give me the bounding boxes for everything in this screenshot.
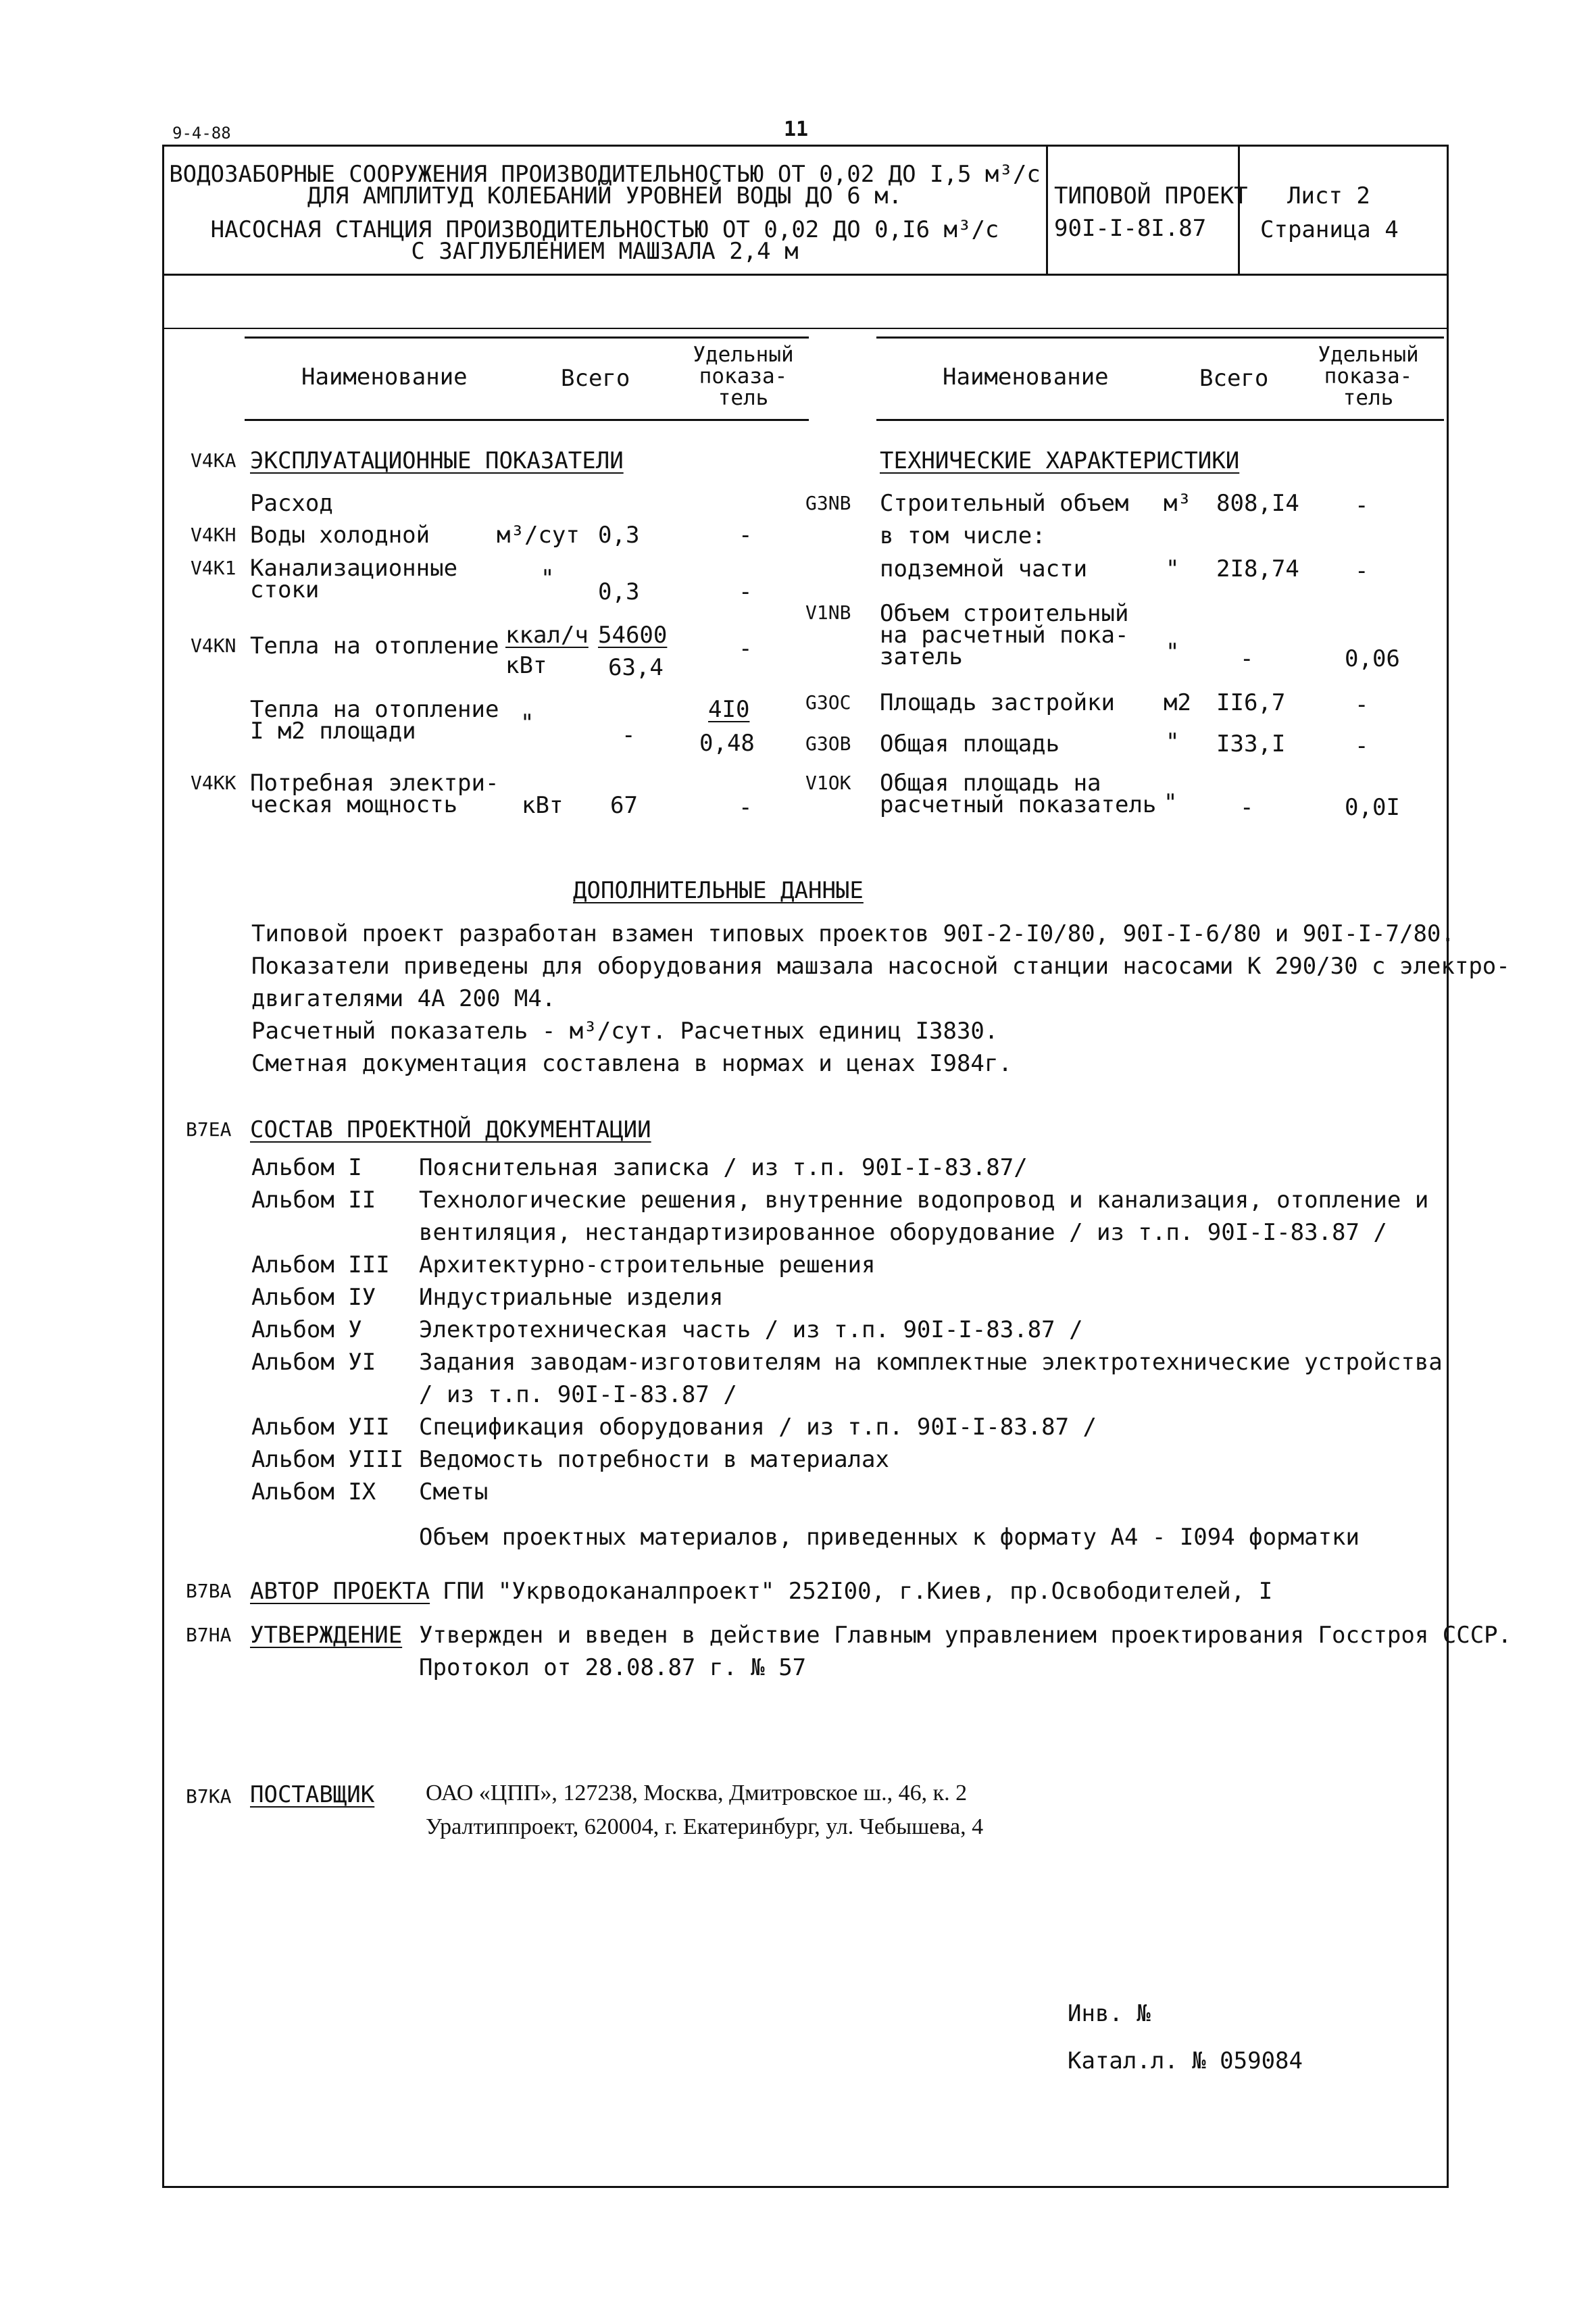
album-text: вентиляция, нестандартизированное оборудование / из т.п. 90I-I-83.87 /: [419, 1219, 1387, 1246]
right-header-specific-3: тель: [1343, 386, 1394, 410]
album-label: Альбом УII: [251, 1414, 390, 1441]
section-code: V4KA: [191, 449, 236, 472]
album-label: Альбом У: [251, 1316, 362, 1343]
left-header-name: Наименование: [301, 364, 468, 391]
album-label: Альбом II: [251, 1187, 376, 1214]
album-text: Задания заводам-изготовителям на комплектные электротехнические устройства: [419, 1349, 1443, 1376]
album-label: Альбом IУ: [251, 1284, 376, 1311]
row-specific-2: 0,48: [699, 730, 755, 757]
row-specific: -: [739, 635, 753, 662]
row-specific: -: [739, 578, 753, 605]
row-specific: -: [1355, 691, 1369, 718]
right-header-specific-2: показа-: [1324, 364, 1413, 389]
page-label: Страница 4: [1260, 216, 1399, 243]
author-code: B7BA: [186, 1580, 232, 1602]
catalog-number: Катал.л. № 059084: [1068, 2047, 1303, 2074]
title-line-3: НАСОСНАЯ СТАНЦИЯ ПРОИЗВОДИТЕЛЬНОСТЬЮ ОТ 0,02 ДО 0,I6 м³/с: [210, 216, 999, 243]
additional-line: Расчетный показатель - м³/сут. Расчетных единиц I3830.: [251, 1018, 999, 1045]
album-label: Альбом I: [251, 1154, 362, 1181]
row-name: I м2 площади: [250, 718, 416, 745]
row-specific: -: [1355, 557, 1369, 584]
row-total: -: [622, 722, 636, 749]
additional-title: ДОПОЛНИТЕЛЬНЫЕ ДАННЫЕ: [573, 877, 864, 904]
title-line-4: С ЗАГЛУБЛЕНИЕМ МАШЗАЛА 2,4 м: [411, 238, 799, 265]
row-code: V4KH: [191, 524, 236, 546]
row-code: G3NB: [805, 492, 851, 514]
album-text: Электротехническая часть / из т.п. 90I-I-83.87 /: [419, 1316, 1083, 1343]
album-text: Технологические решения, внутренние водопровод и канализация, отопление и: [419, 1187, 1429, 1214]
row-specific: -: [1355, 732, 1369, 760]
row-specific: -: [739, 522, 753, 549]
row-unit: м2: [1164, 689, 1191, 716]
row-total: I33,I: [1216, 730, 1286, 757]
author-text: ГПИ "Укрводоканалпроект" 252I00, г.Киев, пр.Освободителей, I: [443, 1578, 1273, 1605]
composition-code: B7EA: [186, 1118, 232, 1141]
row-unit: ": [1166, 639, 1180, 666]
section-title: ЭКСПЛУАТАЦИОННЫЕ ПОКАЗАТЕЛИ: [250, 447, 624, 474]
row-total: 2I8,74: [1216, 555, 1299, 582]
row-unit: м³: [1164, 490, 1191, 517]
sheet-label: Лист 2: [1287, 182, 1370, 209]
row-unit: м³/сут: [497, 522, 580, 549]
row-name: Строительный объем: [880, 490, 1129, 517]
row-total: -: [1240, 794, 1254, 821]
row-name: Площадь застройки: [880, 689, 1115, 716]
right-header-total: Всего: [1199, 365, 1269, 392]
album-text: Индустриальные изделия: [419, 1284, 724, 1311]
approval-line-1: Утвержден и введен в действие Главным управлением проектирования Госстроя СССР.: [419, 1622, 1512, 1649]
approval-label: УТВЕРЖДЕНИЕ: [250, 1622, 403, 1649]
row-code: G3OB: [805, 732, 851, 755]
row-name: подземной части: [880, 555, 1088, 582]
supplier-label: ПОСТАВЩИК: [250, 1781, 375, 1808]
album-text: Пояснительная записка / из т.п. 90I-I-83.87/: [419, 1154, 1028, 1181]
row-name: затель: [880, 643, 963, 670]
page-number: 11: [784, 118, 809, 141]
row-total: 808,I4: [1216, 490, 1299, 517]
inventory-number: Инв. №: [1068, 2000, 1151, 2027]
left-header-specific-1: Удельный: [693, 343, 794, 367]
volume-text: Объем проектных материалов, приведенных к формату А4 - I094 форматки: [419, 1524, 1360, 1551]
row-name: Общая площадь: [880, 730, 1060, 757]
date-mark: 9-4-88: [172, 124, 231, 143]
row-total: 0,3: [598, 578, 640, 605]
row-total-2: 63,4: [608, 654, 664, 681]
additional-line: двигателями 4А 200 М4.: [251, 985, 556, 1012]
row-total: 54600: [598, 622, 668, 649]
row-name: Тепла на отопление: [250, 696, 499, 723]
row-name: Потребная электри-: [250, 770, 499, 797]
supplier-code: B7KA: [186, 1785, 232, 1808]
album-label: Альбом УI: [251, 1349, 376, 1376]
right-header-specific-1: Удельный: [1318, 343, 1419, 367]
album-text: Ведомость потребности в материалах: [419, 1446, 889, 1473]
row-unit: ": [1166, 555, 1180, 582]
row-total: -: [1240, 645, 1254, 672]
row-code: V1OK: [805, 772, 851, 794]
left-header-total: Всего: [561, 365, 630, 392]
row-unit: ": [520, 710, 534, 737]
additional-line: Сметная документация составлена в нормах и ценах I984г.: [251, 1050, 1012, 1077]
row-code: V4KN: [191, 634, 236, 657]
title-line-1: ВОДОЗАБОРНЫЕ СООРУЖЕНИЯ ПРОИЗВОДИТЕЛЬНОСТЬЮ ОТ 0,02 ДО I,5 м³/с: [169, 161, 1041, 188]
row-name: Расход: [250, 490, 333, 517]
row-name: Тепла на отопление: [250, 632, 499, 659]
row-specific: -: [739, 794, 753, 821]
row-name: расчетный показатель: [880, 791, 1157, 818]
additional-line: Типовой проект разработан взамен типовых проектов 90I-2-I0/80, 90I-I-6/80 и 90I-I-7/80.: [251, 920, 1455, 947]
album-label: Альбом УIII: [251, 1446, 404, 1473]
row-unit-2: кВт: [505, 652, 547, 679]
left-header-specific-2: показа-: [699, 364, 788, 389]
author-label: АВТОР ПРОЕКТА: [250, 1578, 430, 1605]
album-text: Архитектурно-строительные решения: [419, 1251, 876, 1278]
supplier-line-2: Уралтиппроект, 620004, г. Екатеринбург, ул. Чебышева, 4: [426, 1814, 984, 1839]
row-total: II6,7: [1216, 689, 1286, 716]
album-text: Сметы: [419, 1478, 489, 1505]
row-name: Общая площадь на: [880, 770, 1101, 797]
row-unit: ": [541, 565, 555, 592]
row-name: в том числе:: [880, 522, 1046, 549]
row-name: Объем строительный: [880, 600, 1129, 627]
supplier-line-1: ОАО «ЦПП», 127238, Москва, Дмитровское ш., 46, к. 2: [426, 1781, 968, 1806]
row-name: на расчетный пока-: [880, 622, 1129, 649]
row-unit: ": [1166, 728, 1180, 755]
project-label: ТИПОВОЙ ПРОЕКТ: [1054, 182, 1248, 209]
row-specific: -: [1355, 492, 1369, 519]
approval-line-2: Протокол от 28.08.87 г. № 57: [419, 1654, 807, 1681]
row-unit: ккал/ч: [505, 622, 589, 649]
row-unit: кВт: [522, 792, 564, 819]
right-header-name: Наименование: [943, 364, 1109, 391]
row-name: Канализационные: [250, 555, 458, 582]
row-code: V1NB: [805, 601, 851, 624]
row-specific: 4I0: [708, 696, 750, 723]
title-line-2: ДЛЯ АМПЛИТУД КОЛЕБАНИЙ УРОВНЕЙ ВОДЫ ДО 6 м.: [307, 182, 903, 209]
album-label: Альбом III: [251, 1251, 390, 1278]
album-text: Спецификация оборудования / из т.п. 90I-I-83.87 /: [419, 1414, 1097, 1441]
left-header-specific-3: тель: [718, 386, 769, 410]
approval-code: B7HA: [186, 1624, 232, 1646]
row-code: V4K1: [191, 557, 236, 579]
section-title: ТЕХНИЧЕСКИЕ ХАРАКТЕРИСТИКИ: [880, 447, 1240, 474]
row-code: V4KK: [191, 772, 236, 794]
row-total: 0,3: [598, 522, 640, 549]
row-code: G3OC: [805, 691, 851, 714]
composition-title: СОСТАВ ПРОЕКТНОЙ ДОКУМЕНТАЦИИ: [250, 1116, 651, 1143]
row-name: Воды холодной: [250, 522, 430, 549]
album-text: / из т.п. 90I-I-83.87 /: [419, 1381, 737, 1408]
album-label: Альбом IX: [251, 1478, 376, 1505]
additional-line: Показатели приведены для оборудования машзала насосной станции насосами К 290/30 с электро-: [251, 953, 1510, 980]
row-total: 67: [610, 792, 638, 819]
project-number: 90I-I-8I.87: [1054, 215, 1207, 242]
row-specific: 0,0I: [1345, 794, 1400, 821]
row-unit: ": [1164, 789, 1178, 816]
row-name: стоки: [250, 576, 320, 603]
row-name: ческая мощность: [250, 791, 458, 818]
row-specific: 0,06: [1345, 645, 1400, 672]
